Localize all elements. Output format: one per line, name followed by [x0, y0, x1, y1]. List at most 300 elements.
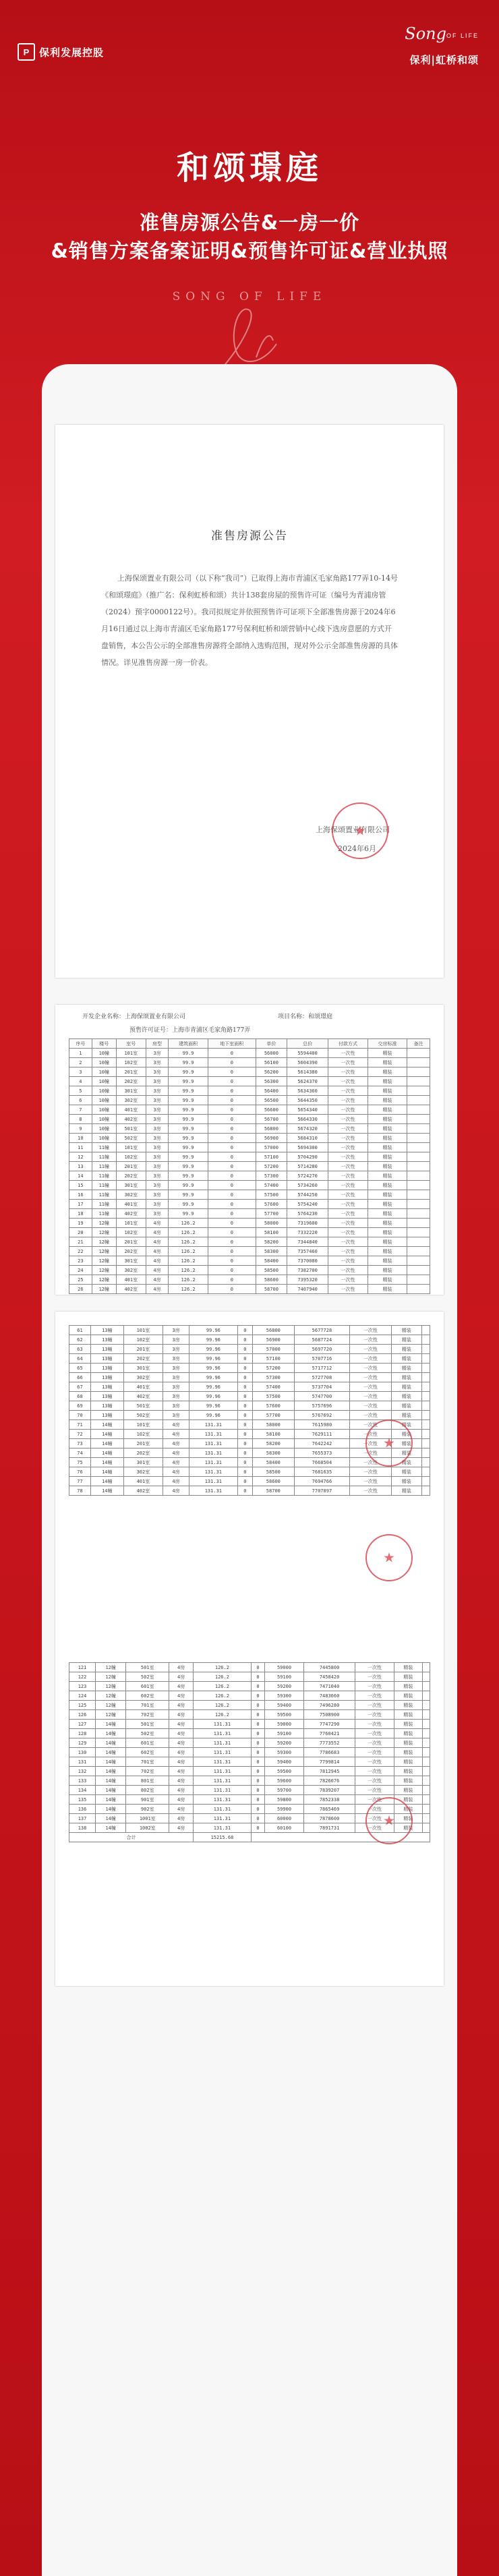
table-cell: 0 [251, 1710, 264, 1720]
table-cell: 3房 [146, 1105, 169, 1115]
table-cell: 202室 [116, 1171, 146, 1181]
table-cell: 4房 [146, 1219, 169, 1228]
table-cell: 精装 [394, 1767, 422, 1776]
table-cell: 0 [208, 1162, 256, 1171]
table-cell: 5767692 [294, 1411, 349, 1420]
table-cell: 一次性 [349, 1345, 391, 1354]
table-cell: 一次性 [355, 1701, 394, 1710]
table-cell: 4房 [163, 1477, 189, 1486]
table-cell: 4房 [169, 1682, 194, 1691]
table-cell: 12幢 [96, 1710, 126, 1720]
table-cell: 4房 [169, 1748, 194, 1757]
table-cell [422, 1486, 430, 1496]
table-cell: 3房 [146, 1143, 169, 1152]
table-cell: 7357460 [287, 1247, 328, 1256]
table-cell [422, 1672, 430, 1682]
table-cell: 99.96 [189, 1364, 237, 1373]
table-cell: 131.31 [194, 1795, 252, 1805]
table-row [69, 1757, 430, 1767]
table-cell: 精装 [391, 1326, 421, 1335]
table-cell: 62 [69, 1335, 91, 1345]
table-cell: 21 [69, 1237, 92, 1247]
table-cell: 7395320 [287, 1275, 328, 1285]
table-cell: 3房 [163, 1401, 189, 1411]
table-cell: 5727708 [294, 1373, 349, 1382]
table-cell: 701室 [126, 1757, 169, 1767]
table-cell: 精装 [391, 1467, 421, 1477]
table-row [69, 1486, 430, 1496]
table-cell: 13幢 [90, 1354, 123, 1364]
table-cell [407, 1228, 430, 1237]
table-cell: 64 [69, 1354, 91, 1364]
table-cell: 58400 [252, 1458, 294, 1467]
table-cell: 131.31 [194, 1786, 252, 1795]
table-cell [422, 1364, 430, 1373]
table-row [69, 1096, 430, 1105]
table-cell: 26 [69, 1285, 92, 1294]
table-cell: 5687724 [294, 1335, 349, 1345]
table-cell: 一次性 [328, 1049, 368, 1058]
table-cell: 131.31 [194, 1814, 252, 1823]
table-cell: 精装 [391, 1354, 421, 1364]
table-cell: 5707716 [294, 1354, 349, 1364]
table-cell: 精装 [368, 1200, 407, 1209]
table-cell: 一次性 [328, 1086, 368, 1096]
table-row [69, 1411, 430, 1420]
table-cell: 4房 [146, 1237, 169, 1247]
table-cell: 202室 [123, 1354, 163, 1364]
table-cell: 0 [208, 1143, 256, 1152]
table-cell: 7786683 [303, 1748, 355, 1757]
table-cell: 902室 [126, 1805, 169, 1814]
table-cell: 99.9 [169, 1058, 208, 1067]
table-cell [422, 1411, 430, 1420]
table-cell: 一次性 [355, 1767, 394, 1776]
table-cell: 134 [69, 1786, 96, 1795]
table-cell: 0 [237, 1420, 252, 1430]
table-cell: 99.96 [189, 1326, 237, 1335]
table-cell: 99.9 [169, 1105, 208, 1115]
table-cell: 18 [69, 1209, 92, 1219]
table-cell: 精装 [394, 1738, 422, 1748]
table-cell: 4房 [163, 1448, 189, 1458]
table-cell: 59300 [265, 1748, 304, 1757]
table-row [69, 1467, 430, 1477]
table-cell: 11幢 [92, 1181, 116, 1190]
table-cell: 5594400 [287, 1049, 328, 1058]
table-cell: 502室 [126, 1672, 169, 1682]
table-row [69, 1326, 430, 1335]
table-cell [407, 1067, 430, 1077]
logo-mark-icon: P [18, 43, 35, 61]
table-cell [407, 1275, 430, 1285]
table-cell: 4房 [163, 1467, 189, 1477]
tagline: SONG OF LIFE [172, 290, 327, 303]
table-cell: 4房 [169, 1710, 194, 1720]
table-cell: 56000 [256, 1049, 287, 1058]
table-cell: 201室 [123, 1345, 163, 1354]
table-cell: 126.2 [169, 1247, 208, 1256]
table-cell: 0 [237, 1477, 252, 1486]
table-cell: 14幢 [96, 1767, 126, 1776]
table-cell: 99.9 [169, 1181, 208, 1190]
table-cell: 精装 [368, 1086, 407, 1096]
table-cell [407, 1105, 430, 1115]
table-cell: 4房 [169, 1663, 194, 1672]
table-cell [422, 1710, 430, 1720]
table-cell: 0 [237, 1467, 252, 1477]
table-cell: 501室 [123, 1401, 163, 1411]
table-cell: 23 [69, 1256, 92, 1266]
table-cell: 0 [237, 1364, 252, 1373]
table-cell: 14幢 [90, 1420, 123, 1430]
table-cell: 一次性 [349, 1458, 391, 1467]
table-cell: 12幢 [96, 1691, 126, 1701]
table-cell: 99.96 [189, 1382, 237, 1392]
table-cell: 59300 [265, 1691, 304, 1701]
table-cell: 0 [237, 1326, 252, 1335]
table-cell: 301室 [116, 1256, 146, 1266]
table-cell: 13幢 [90, 1401, 123, 1411]
table-cell [407, 1162, 430, 1171]
table-cell: 302室 [116, 1266, 146, 1275]
table-cell: 74 [69, 1448, 91, 1458]
table-cell: 126.2 [194, 1701, 252, 1710]
table-cell: 4房 [169, 1776, 194, 1786]
table-cell: 精装 [394, 1682, 422, 1691]
table-cell: 59400 [265, 1701, 304, 1710]
table-row [69, 1049, 430, 1058]
table-cell: 0 [251, 1729, 264, 1738]
column-header: 室号 [116, 1039, 146, 1049]
table-cell: 0 [208, 1285, 256, 1294]
table-cell: 精装 [368, 1285, 407, 1294]
table-cell [407, 1049, 430, 1058]
table-cell: 12幢 [92, 1228, 116, 1237]
table-cell: 77 [69, 1477, 91, 1486]
table-cell: 17 [69, 1200, 92, 1209]
table-cell: 9 [69, 1124, 92, 1134]
table-cell: 57600 [256, 1200, 287, 1209]
table-cell [422, 1382, 430, 1392]
table-cell [407, 1077, 430, 1086]
notice-signature-company: 上海保颂置业有限公司 [316, 825, 390, 834]
table-cell: 4房 [169, 1691, 194, 1701]
table-cell: 0 [208, 1105, 256, 1115]
table-cell: 59200 [265, 1738, 304, 1748]
table-cell: 0 [208, 1067, 256, 1077]
table-cell: 301室 [116, 1086, 146, 1096]
table-cell: 一次性 [328, 1181, 368, 1190]
table-cell: 精装 [368, 1096, 407, 1105]
table-cell: 13幢 [90, 1335, 123, 1345]
table-cell: 1 [69, 1049, 92, 1058]
table-cell: 136 [69, 1805, 96, 1814]
table-cell: 14幢 [96, 1805, 126, 1814]
table-cell [422, 1757, 430, 1767]
developer-logo [18, 43, 104, 61]
table-cell: 0 [251, 1691, 264, 1701]
table-cell: 7891731 [303, 1823, 355, 1833]
table-cell: 精装 [368, 1228, 407, 1237]
table-cell: 13幢 [90, 1364, 123, 1373]
table-cell: 一次性 [355, 1691, 394, 1701]
table-cell: 精装 [394, 1672, 422, 1682]
table-cell: 0 [208, 1200, 256, 1209]
table-cell: 精装 [391, 1439, 421, 1448]
table-cell: 3房 [146, 1200, 169, 1209]
table-cell: 402室 [116, 1209, 146, 1219]
table-cell: 14幢 [96, 1748, 126, 1757]
table-cell: 一次性 [328, 1171, 368, 1181]
table-cell: 0 [251, 1795, 264, 1805]
table-cell: 3房 [146, 1115, 169, 1124]
table-cell: 7496280 [303, 1701, 355, 1710]
price-table-2 [69, 1325, 430, 1496]
table-cell: 4房 [146, 1247, 169, 1256]
table-cell: 69 [69, 1401, 91, 1411]
notice-signature-date: 2024年6月 [338, 844, 376, 853]
table-cell: 12 [69, 1152, 92, 1162]
table-cell: 0 [237, 1458, 252, 1467]
table-cell [422, 1354, 430, 1364]
table-row [69, 1067, 430, 1077]
notice-document [55, 425, 444, 978]
table-cell: 7615980 [294, 1420, 349, 1430]
table-cell: 5717712 [294, 1364, 349, 1373]
table-cell: 131.31 [194, 1757, 252, 1767]
table-cell: 0 [251, 1805, 264, 1814]
table-cell [422, 1814, 430, 1823]
table-cell [422, 1701, 430, 1710]
table-cell: 602室 [126, 1748, 169, 1757]
table-cell: 57100 [256, 1152, 287, 1162]
table-cell: 99.9 [169, 1200, 208, 1209]
table-row [69, 1748, 430, 1757]
table-row [69, 1077, 430, 1086]
table-cell: 7852338 [303, 1795, 355, 1805]
table-cell: 58100 [256, 1228, 287, 1237]
table-cell: 5764230 [287, 1209, 328, 1219]
table-cell: 56700 [256, 1115, 287, 1124]
table-cell: 2 [69, 1058, 92, 1067]
table-cell: 3房 [146, 1162, 169, 1171]
table-cell: 56900 [256, 1134, 287, 1143]
table-cell: 502室 [116, 1134, 146, 1143]
table-cell: 601室 [126, 1682, 169, 1691]
table-cell [422, 1392, 430, 1401]
table-cell: 131.31 [189, 1448, 237, 1458]
table-cell: 精装 [368, 1077, 407, 1086]
table-cell: 4房 [146, 1228, 169, 1237]
table-cell: 一次性 [355, 1672, 394, 1682]
table-cell: 131.31 [189, 1420, 237, 1430]
table-cell: 一次性 [355, 1814, 394, 1823]
table-cell: 5724270 [287, 1171, 328, 1181]
table-cell [407, 1285, 430, 1294]
column-header: 交房标准 [368, 1039, 407, 1049]
price-table-page-1 [55, 1005, 444, 1295]
table-cell [407, 1086, 430, 1096]
notice-body: 上海保颂置业有限公司（以下称“我司”）已取得上海市青浦区毛家角路177弄10-14号《和颂璟庭》（推广名：保利虹桥和颂）共计138套房屋的预售许可证（编号为青浦房管（2024）预字0000122号）。我司拟规定并依照预售许可证项下全部准售房源于2024年6月16日通过以上海市青浦区毛家角路177号保利虹桥和颂营销中心线下选房意愿的方式开盘销售，本公告公示的全部准售房源将全部纳入选购范围，现对外公示全部准售房源的具体情况。详见准售房源一房一价表。 [101, 574, 398, 667]
table-cell: 56500 [256, 1096, 287, 1105]
table-cell: 一次性 [328, 1285, 368, 1294]
table-cell: 0 [251, 1672, 264, 1682]
table-cell: 精装 [368, 1237, 407, 1247]
table-cell: 101室 [116, 1049, 146, 1058]
table-cell: 99.9 [169, 1190, 208, 1200]
column-header: 备注 [407, 1039, 430, 1049]
table-cell: 0 [237, 1382, 252, 1392]
table-cell: 精装 [394, 1757, 422, 1767]
table-cell: 精装 [391, 1401, 421, 1411]
table-cell: 0 [208, 1247, 256, 1256]
table-cell: 3房 [146, 1096, 169, 1105]
table-cell: 11幢 [92, 1200, 116, 1209]
table-cell: 精装 [368, 1134, 407, 1143]
table-cell: 7642242 [294, 1439, 349, 1448]
table-cell: 10 [69, 1134, 92, 1143]
column-header: 房型 [146, 1039, 169, 1049]
table-cell: 601室 [126, 1738, 169, 1748]
table-cell: 4房 [146, 1266, 169, 1275]
table-cell: 7812945 [303, 1767, 355, 1776]
table-cell: 3房 [163, 1411, 189, 1420]
table-cell: 一次性 [355, 1710, 394, 1720]
table-cell: 99.9 [169, 1115, 208, 1124]
table-cell: 102室 [116, 1058, 146, 1067]
table-cell: 59800 [265, 1795, 304, 1805]
table-cell: 131.31 [194, 1767, 252, 1776]
table-cell: 0 [237, 1430, 252, 1439]
table-cell: 59100 [265, 1729, 304, 1738]
table-cell: 4房 [169, 1720, 194, 1729]
table-cell: 99.9 [169, 1124, 208, 1134]
table-cell: 131.31 [189, 1486, 237, 1496]
table-cell: 56100 [256, 1058, 287, 1067]
table-cell: 56300 [256, 1077, 287, 1086]
table-cell: 5734260 [287, 1181, 328, 1190]
table-cell [422, 1786, 430, 1795]
table-cell: 3房 [146, 1124, 169, 1134]
table-cell: 一次性 [328, 1077, 368, 1086]
table-row [69, 1105, 430, 1115]
table-cell: 4房 [146, 1285, 169, 1294]
table-row [69, 1335, 430, 1345]
table-cell: 4房 [146, 1275, 169, 1285]
table-cell [422, 1823, 430, 1833]
table-cell: 精装 [368, 1049, 407, 1058]
table-cell: 59500 [265, 1710, 304, 1720]
table-cell: 精装 [391, 1392, 421, 1401]
table-cell: 0 [208, 1275, 256, 1285]
table-row [69, 1256, 430, 1266]
column-header: 建筑面积 [169, 1039, 208, 1049]
table-cell: 精装 [391, 1364, 421, 1373]
table-cell: 68 [69, 1392, 91, 1401]
table-cell: 59600 [265, 1776, 304, 1786]
table-cell: 4房 [146, 1256, 169, 1266]
table-cell: 一次性 [355, 1805, 394, 1814]
table-cell: 102室 [123, 1335, 163, 1345]
table-cell: 59900 [265, 1805, 304, 1814]
table-cell: 0 [208, 1237, 256, 1247]
table-cell: 精装 [394, 1663, 422, 1672]
table-cell: 精装 [368, 1067, 407, 1077]
table-header-permit: 预售许可证号：上海市青浦区毛家角路177弄 [129, 1027, 251, 1034]
table-cell: 401室 [123, 1382, 163, 1392]
table-cell: 121 [69, 1663, 96, 1672]
table-cell: 58600 [256, 1275, 287, 1285]
table-row [69, 1190, 430, 1200]
table-cell: 精装 [391, 1411, 421, 1420]
subtitle-line-1: 准售房源公告&一房一价 [139, 211, 360, 234]
table-cell: 3房 [146, 1049, 169, 1058]
table-cell: 10幢 [92, 1115, 116, 1124]
table-cell: 99.9 [169, 1143, 208, 1152]
table-cell: 302室 [123, 1467, 163, 1477]
table-row [69, 1776, 430, 1786]
table-cell: 14幢 [96, 1776, 126, 1786]
table-cell: 精装 [368, 1162, 407, 1171]
table-cell [422, 1729, 430, 1738]
table-cell: 12幢 [92, 1219, 116, 1228]
table-cell: 60100 [265, 1823, 304, 1833]
table-cell: 135 [69, 1795, 96, 1805]
table-cell: 602室 [126, 1691, 169, 1701]
table-cell: 56900 [252, 1335, 294, 1345]
column-header: 楼号 [92, 1039, 116, 1049]
table-cell: 72 [69, 1430, 91, 1439]
table-cell: 67 [69, 1382, 91, 1392]
table-cell: 56800 [256, 1124, 287, 1134]
column-header: 总价 [287, 1039, 328, 1049]
table-cell [422, 1767, 430, 1776]
table-cell: 7707897 [294, 1486, 349, 1496]
table-cell [407, 1209, 430, 1219]
table-cell: 12幢 [92, 1266, 116, 1275]
table-cell: 131.31 [189, 1467, 237, 1477]
table-cell: 126.2 [169, 1275, 208, 1285]
table-cell: 57600 [252, 1401, 294, 1411]
table-cell [407, 1266, 430, 1275]
table-cell: 57300 [256, 1171, 287, 1181]
table-cell: 61 [69, 1326, 91, 1335]
table-cell [422, 1748, 430, 1757]
table-cell: 401室 [116, 1105, 146, 1115]
table-cell: 126 [69, 1710, 96, 1720]
table-cell [422, 1458, 430, 1467]
table-header-company: 开发企业名称：上海保颂置业有限公司 [82, 1014, 186, 1020]
table-cell: 7319600 [287, 1219, 328, 1228]
table-cell: 3房 [146, 1171, 169, 1181]
page-title: 和颂璟庭 [176, 149, 322, 187]
table-cell: 3房 [146, 1086, 169, 1096]
table-cell: 13幢 [90, 1392, 123, 1401]
table-cell [422, 1345, 430, 1354]
table-cell: 66 [69, 1373, 91, 1382]
table-cell: 126.2 [169, 1266, 208, 1275]
table-cell: 126.2 [194, 1672, 252, 1682]
table-cell: 101室 [123, 1326, 163, 1335]
table-cell: 12幢 [96, 1701, 126, 1710]
table-cell: 7826076 [303, 1776, 355, 1786]
table-cell: 3房 [163, 1335, 189, 1345]
table-cell: 0 [251, 1738, 264, 1748]
table-cell: 402室 [116, 1285, 146, 1294]
table-cell: 一次性 [355, 1823, 394, 1833]
table-cell: 精装 [368, 1266, 407, 1275]
